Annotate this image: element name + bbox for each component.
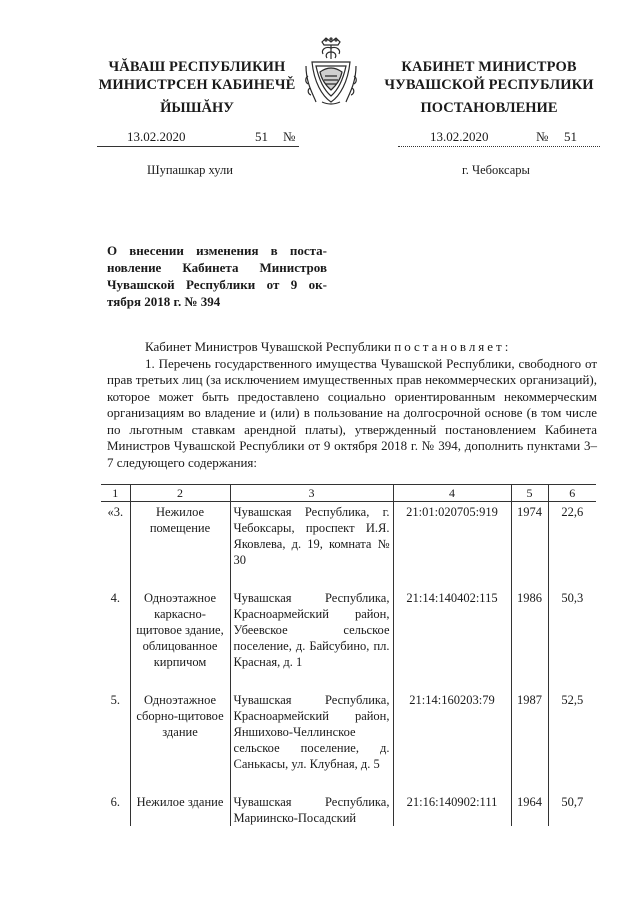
cell-name: Одноэтажное каркасно-щитовое здание, облицованное кирпичом <box>130 588 230 690</box>
table-row <box>101 690 596 792</box>
cell-name: Нежилое здание <box>130 792 230 826</box>
table-row <box>101 588 596 690</box>
subject-line2: новление Кабинета Министров <box>107 260 327 275</box>
header-left-line2: МИНИСТРСЕН КАБИНЕЧĚ <box>98 77 296 93</box>
right-number: 51 <box>564 129 577 144</box>
header-right-line1: КАБИНЕТ МИНИСТРОВ <box>401 59 577 75</box>
property-table <box>101 484 596 826</box>
cell-cadastral: 21:01:020705:919 <box>393 502 511 589</box>
table-header-col-2: 2 <box>130 485 230 502</box>
left-city: Шупашкар хули <box>147 163 233 177</box>
table-row <box>101 792 596 826</box>
coat-of-arms-icon <box>300 36 362 108</box>
header-left-doc-type: ЙЫШĂНУ <box>160 100 234 116</box>
cell-year: 1987 <box>511 690 548 792</box>
header-left-line1: ЧĂВАШ РЕСПУБЛИКИН <box>108 59 286 75</box>
subject-line1: О внесении изменения в поста- <box>107 243 327 258</box>
header-right-doc-type: ПОСТАНОВЛЕНИЕ <box>420 100 558 116</box>
right-number-sign: № <box>536 129 549 144</box>
cell-area: 50,7 <box>561 795 584 809</box>
cell-year: 1974 <box>511 502 548 589</box>
header-left-title <box>97 58 297 94</box>
document-subject <box>107 242 327 310</box>
cell-year: 1986 <box>511 588 548 690</box>
header-right-line2: ЧУВАШСКОЙ РЕСПУБЛИКИ <box>384 77 594 93</box>
right-date: 13.02.2020 <box>430 129 489 144</box>
preamble-decree-word: постановляет: <box>394 339 512 354</box>
cell-num: 5. <box>110 693 120 707</box>
left-dateline <box>97 128 299 147</box>
table-header-col-4: 4 <box>393 485 511 502</box>
cell-num: «3. <box>107 505 124 519</box>
right-dateline <box>398 128 600 147</box>
cell-name: Нежилое помещение <box>130 502 230 589</box>
cell-name: Одноэтажное сборно-щитовое здание <box>130 690 230 792</box>
header-right-title <box>375 58 603 94</box>
table-header-row <box>101 485 596 502</box>
left-date: 13.02.2020 <box>127 129 186 144</box>
preamble-start: Кабинет Министров Чувашской Республики <box>145 339 391 354</box>
cell-cadastral: 21:14:160203:79 <box>393 690 511 792</box>
cell-address: Чувашская Республика, Мариинско-Посадский <box>230 792 393 826</box>
table-header-col-1: 1 <box>101 485 130 502</box>
cell-area: 22,6 <box>561 505 584 519</box>
right-city: г. Чебоксары <box>462 163 530 177</box>
cell-area: 50,3 <box>561 591 584 605</box>
subject-line3: Чувашской Республики от 9 ок- <box>107 277 327 292</box>
cell-year: 1964 <box>511 792 548 826</box>
cell-address: Чувашская Республика, Красноармейский район, Яншихово-Челлинское сельское поселение, д. Санькасы, ул. Клубная, д. 5 <box>230 690 393 792</box>
left-number-sign: № <box>283 129 296 144</box>
table-header-col-5: 5 <box>511 485 548 502</box>
cell-address: Чувашская Республика, Красноармейский район, Убеевское сельское поселение, д. Байсубино, пл. Красная, д. 1 <box>230 588 393 690</box>
cell-cadastral: 21:14:140402:115 <box>393 588 511 690</box>
cell-address: Чувашская Республика, г. Чебоксары, проспект И.Я. Яковлева, д. 19, комната № 30 <box>230 502 393 589</box>
cell-num: 6. <box>110 795 120 809</box>
table-body <box>101 502 596 827</box>
table-header-col-6: 6 <box>548 485 596 502</box>
preamble <box>107 339 597 356</box>
subject-line4: тября 2018 г. № 394 <box>107 294 221 309</box>
table-header-col-3: 3 <box>230 485 393 502</box>
cell-num: 4. <box>110 591 120 605</box>
left-number: 51 <box>255 129 268 144</box>
table-row <box>101 502 596 589</box>
cell-area: 52,5 <box>561 693 584 707</box>
cell-cadastral: 21:16:140902:111 <box>393 792 511 826</box>
paragraph-1: 1. Перечень государственного имущества Чувашской Республики, свободного от прав третьих лиц (за исключением имущественных прав некоммерческих организаций), которое может быть предоставлено социально ориентированным некоммерческим организациям во владение и (или) в пользование на долгосрочной основе (в том числе по льготным ставкам арендной платы), утвержденный постановлением Кабинета Министров Чувашской Республики от 9 октября 2018 г. № 394, дополнить пунктами 3–7 следующего содержания: <box>107 355 597 470</box>
document-body <box>107 339 597 471</box>
